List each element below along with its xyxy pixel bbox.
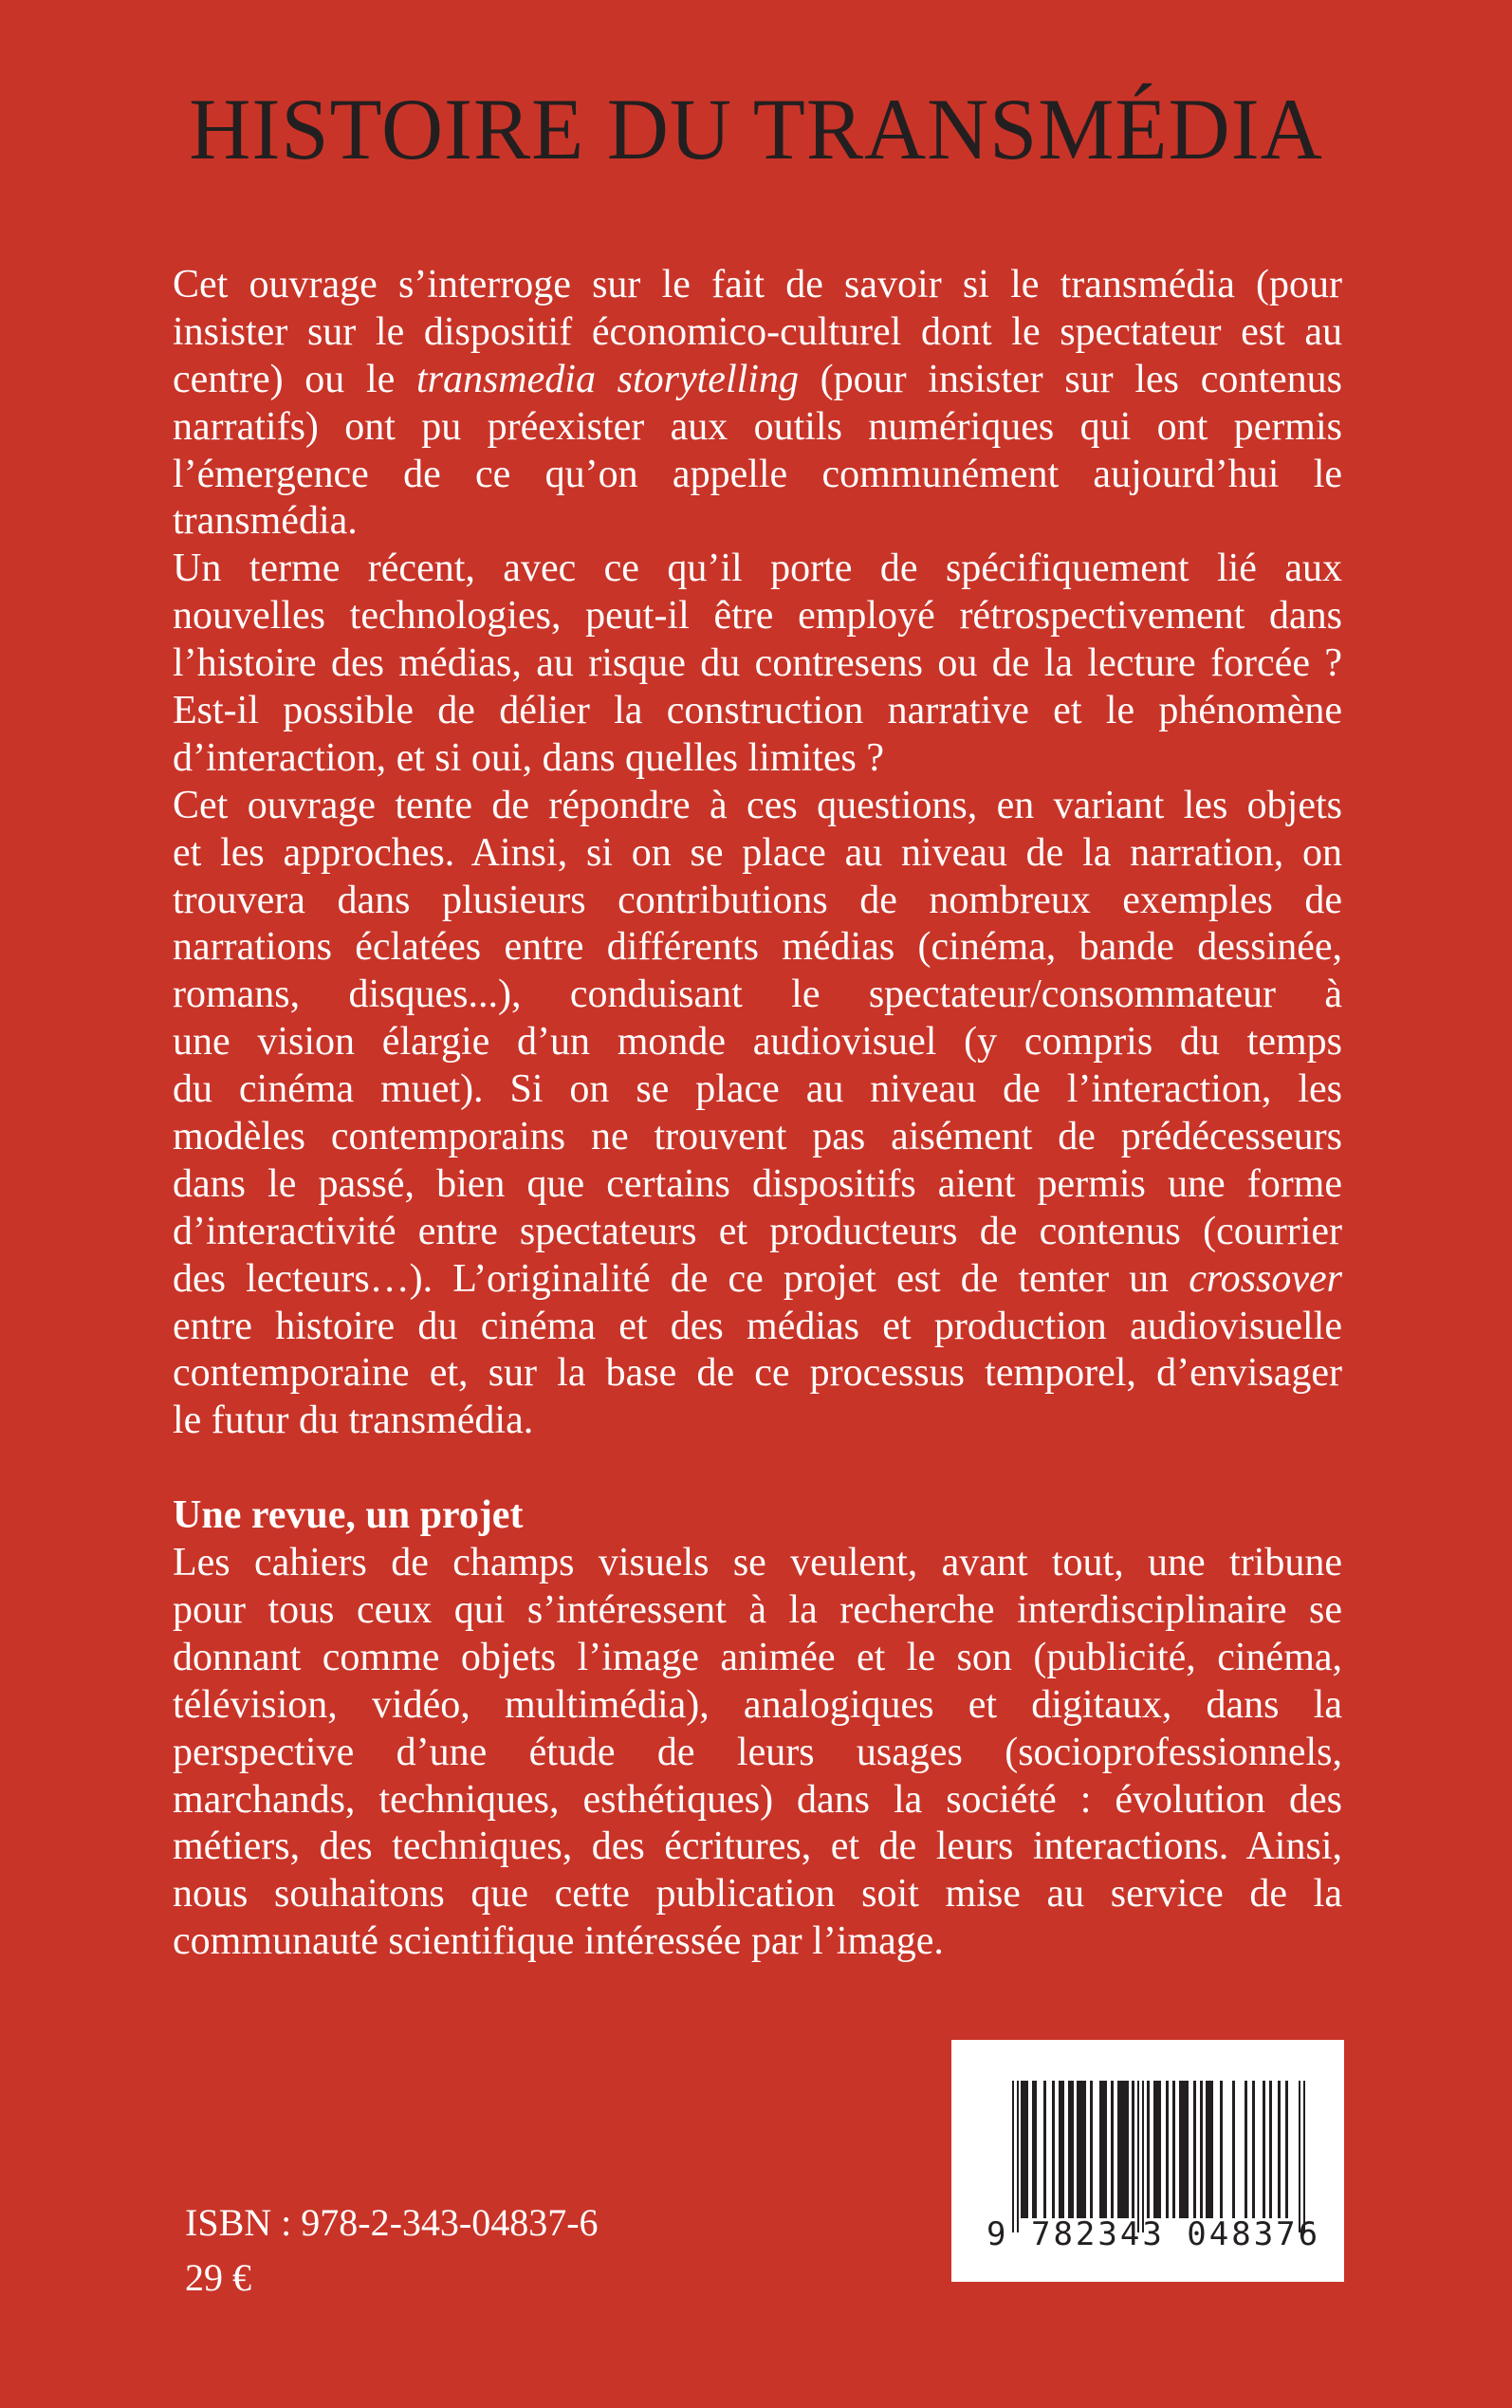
text-line: romans, disques...), conduisant le spectateur/consommateur à [173, 972, 1342, 1017]
text-line: contemporaine et, sur la base de ce processus temporel, d’envisager [173, 1351, 1342, 1396]
text-line: Un terme récent, avec ce qu’il porte de spécifiquement lié aux [173, 546, 1342, 591]
text-line: insister sur le dispositif économico-culturel dont le spectateur est au [173, 309, 1342, 354]
paragraph-intro [173, 262, 1342, 546]
text-line: nouvelles technologies, peut-il être employé rétrospectivement dans [173, 594, 1342, 639]
text-line: métiers, des techniques, des écritures, et de leurs interactions. Ainsi, [173, 1825, 1342, 1869]
text-line: Cet ouvrage s’interroge sur le fait de savoir si le transmédia (pour [173, 263, 1342, 306]
text-line: pour tous ceux qui s’intéressent à la recherche interdisciplinaire se [173, 1587, 1342, 1632]
paragraph-approach [173, 783, 1342, 1445]
text-line: l’histoire des médias, au risque du contresens ou de la lecture forcée ? [173, 641, 1342, 686]
text-line: des lecteurs…). L’originalité de ce projet est de tenter un crossover [173, 1256, 1342, 1301]
text-line: d’interaction, et si oui, dans quelles limites ? [173, 735, 884, 780]
text-line: le futur du transmédia. [173, 1398, 534, 1443]
text-line: et les approches. Ainsi, si on se place au niveau de la narration, on [173, 830, 1342, 875]
isbn-label: ISBN : 978-2-343-04837-6 [185, 2201, 599, 2244]
text-line: centre) ou le transmedia storytelling (pour insister sur les contenus [173, 357, 1342, 401]
text-line: marchands, techniques, esthétiques) dans la société : évolution des [173, 1777, 1342, 1822]
text-line: trouvera dans plusieurs contributions de nombreux exemples de [173, 878, 1342, 922]
text-line: Cet ouvrage tente de répondre à ces questions, en variant les objets [173, 783, 1342, 827]
text-line: perspective d’une étude de leurs usages (socioprofessionnels, [173, 1730, 1342, 1774]
book-title: HISTOIRE DU TRANSMÉDIA [189, 81, 1323, 177]
text-line: transmédia. [173, 499, 358, 544]
text-line: nous souhaitons que cette publication soit mise au service de la [173, 1872, 1342, 1917]
text-line: donnant comme objets l’image animée et le son (publicité, cinéma, [173, 1635, 1342, 1679]
price-label: 29 € [185, 2256, 251, 2299]
text-line: du cinéma muet). Si on se place au niveau de l’interaction, les [173, 1067, 1342, 1112]
text-line: entre histoire du cinéma et des médias et production audiovisuelle [173, 1304, 1342, 1348]
text-line: communauté scientifique intéressée par l’image. [173, 1919, 944, 1964]
text-line: narrations éclatées entre différents médias (cinéma, bande dessinée, [173, 925, 1342, 970]
text-line: une vision élargie d’un monde audiovisuel (y compris du temps [173, 1020, 1342, 1065]
barcode-number: 9 782343 048376 [986, 2215, 1321, 2253]
text-line: Est-il possible de délier la construction narrative et le phénomène [173, 689, 1342, 733]
section-heading: Une revue, un projet [173, 1493, 524, 1538]
italic-term: crossover [1189, 1256, 1342, 1301]
text-line: télévision, vidéo, multimédia), analogiques et digitaux, dans la [173, 1682, 1342, 1727]
italic-term: transmedia storytelling [415, 357, 799, 401]
text-line: dans le passé, bien que certains dispositifs aient permis une forme [173, 1161, 1342, 1206]
paragraph-gap [173, 1445, 1342, 1492]
publication-info [185, 2195, 599, 2306]
section-journal [173, 1492, 1342, 1966]
paragraph-questions [173, 546, 1342, 782]
text-line: d’interactivité entre spectateurs et producteurs de contenus (courrier [173, 1209, 1342, 1253]
text-line: Les cahiers de champs visuels se veulent, avant tout, une tribune [173, 1541, 1342, 1585]
back-cover-text [173, 262, 1342, 1966]
text-line: l’émergence de ce qu’on appelle communément aujourd’hui le [173, 452, 1342, 496]
text-line: modèles contemporains ne trouvent pas aisément de prédécesseurs [173, 1115, 1342, 1159]
text-line: narratifs) ont pu préexister aux outils numériques qui ont permis [173, 404, 1342, 449]
